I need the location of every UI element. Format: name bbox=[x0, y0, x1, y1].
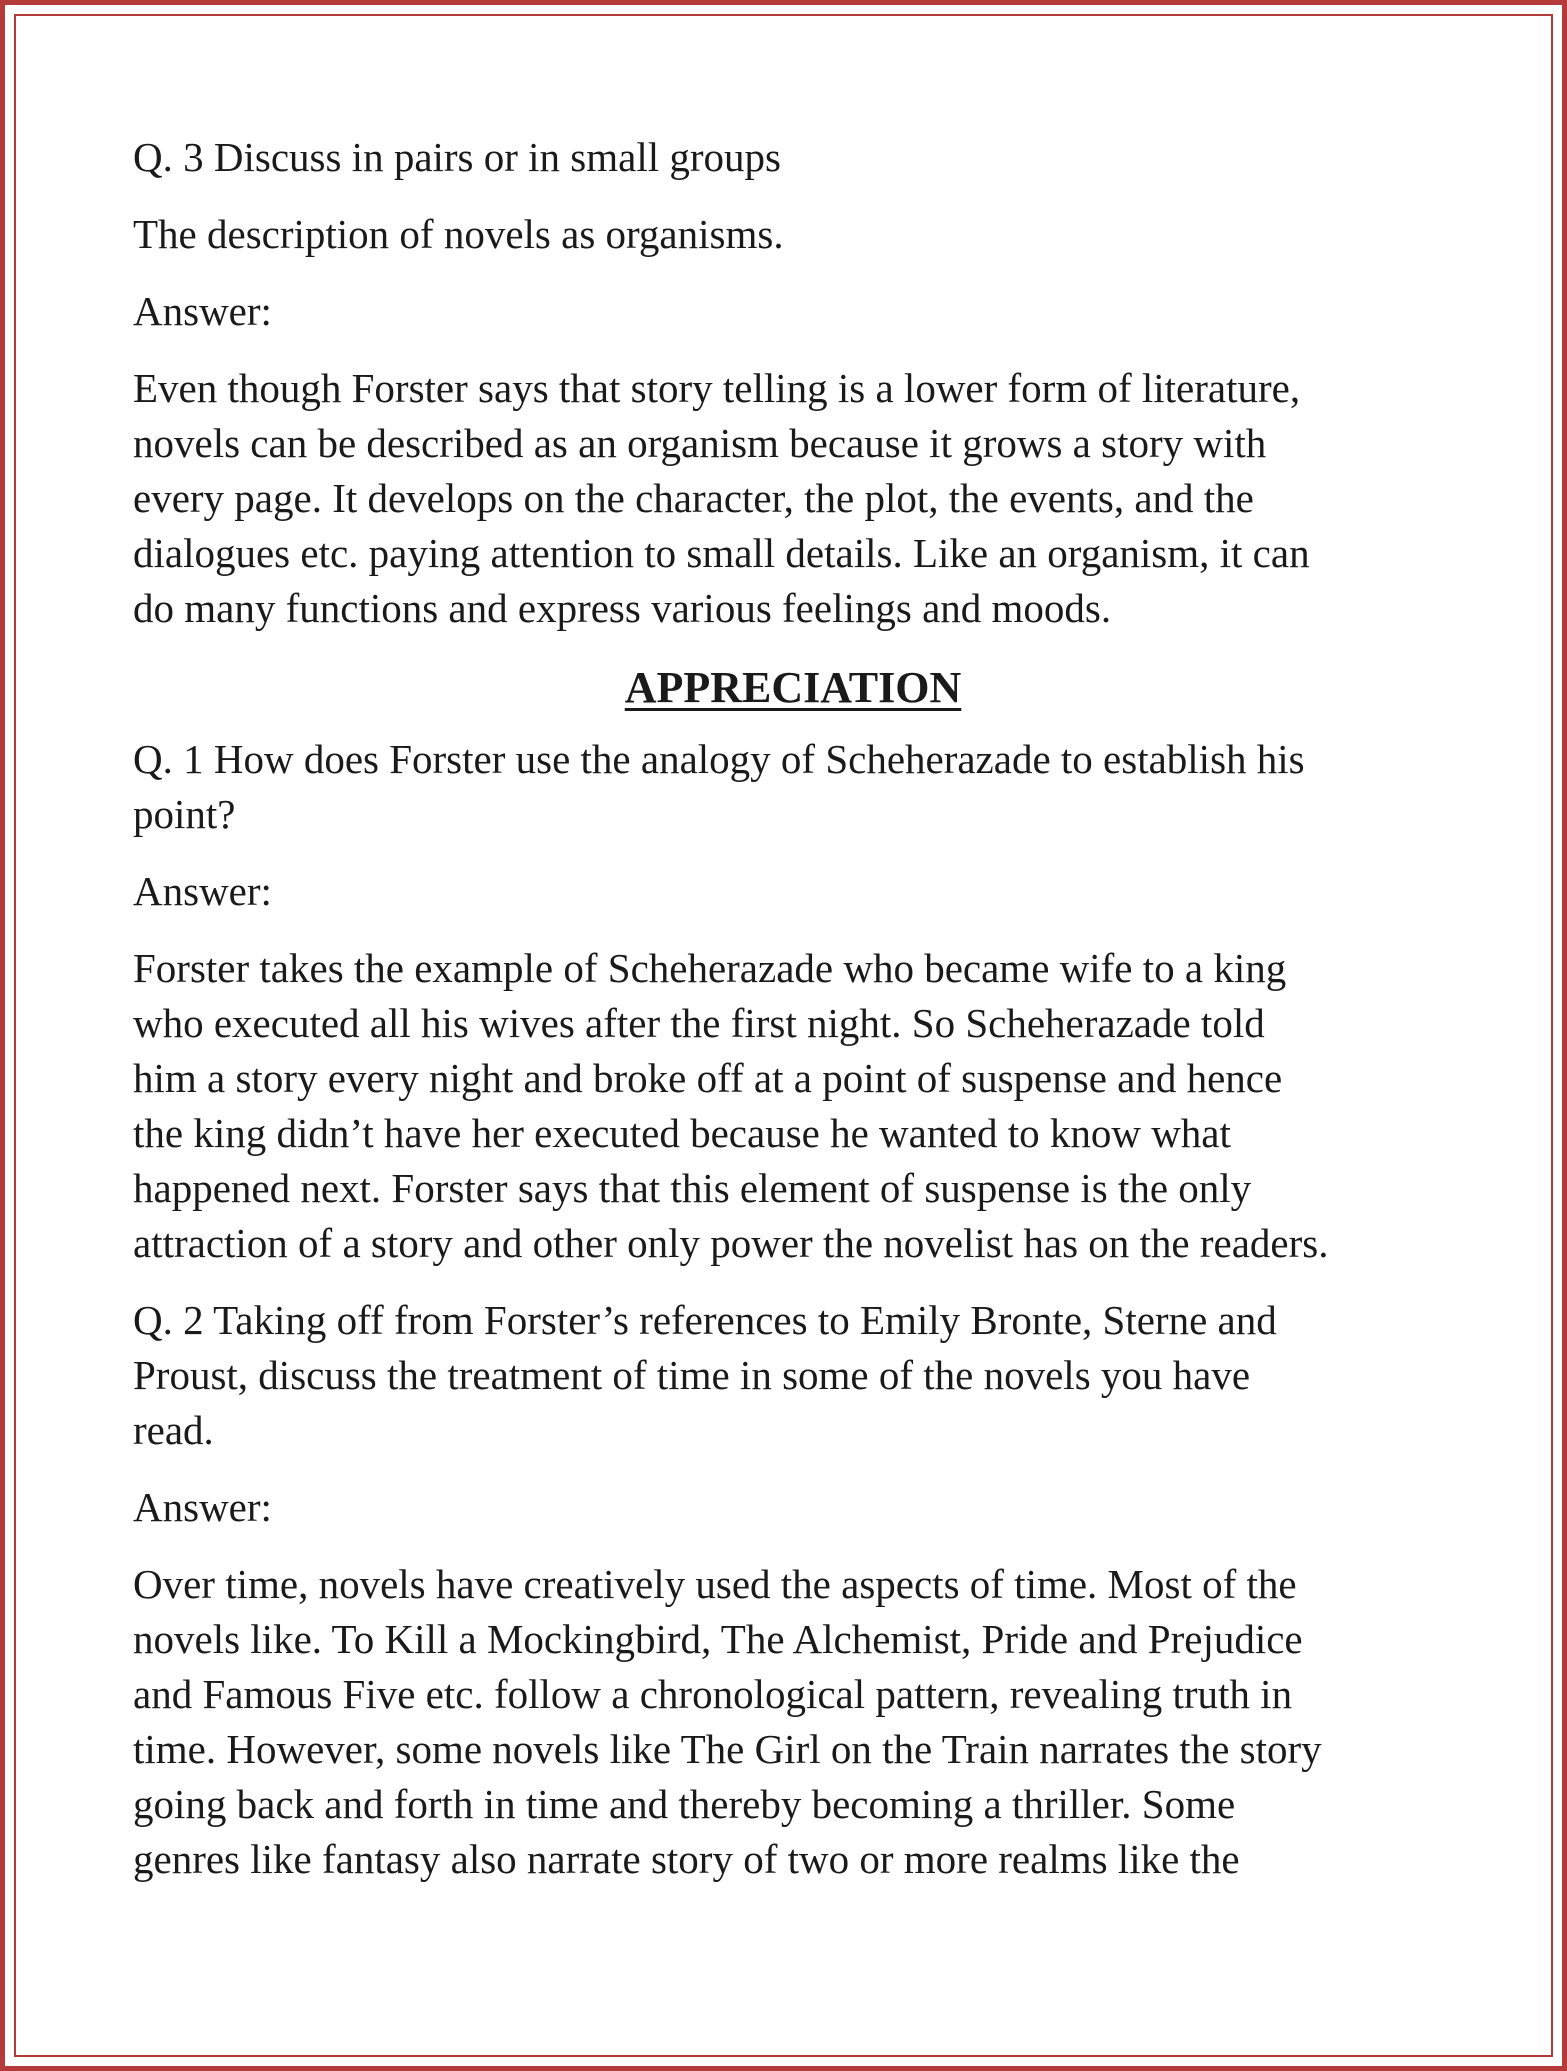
q3-answer-label: Answer: bbox=[133, 288, 272, 334]
q2-answer-line: going back and forth in time and thereby becoming a thriller. Some bbox=[133, 1781, 1236, 1827]
q2-answer-line: and Famous Five etc. follow a chronological pattern, revealing truth in bbox=[133, 1671, 1293, 1717]
q1-answer-line: happened next. Forster says that this element of suspense is the only bbox=[133, 1165, 1252, 1211]
q2-answer-line: Over time, novels have creatively used the aspects of time. Most of the bbox=[133, 1561, 1297, 1607]
q2-question-line: Q. 2 Taking off from Forster’s references to Emily Bronte, Sterne and bbox=[133, 1297, 1277, 1343]
q1-answer-paragraph bbox=[133, 941, 1453, 1271]
section-heading-appreciation: APPRECIATION bbox=[624, 663, 962, 712]
q2-answer-line: novels like. To Kill a Mockingbird, The Alchemist, Pride and Prejudice bbox=[133, 1616, 1303, 1662]
q3-question: Q. 3 Discuss in pairs or in small groups bbox=[133, 134, 781, 180]
q2-question-line: read. bbox=[133, 1407, 214, 1453]
q1-question-line: point? bbox=[133, 791, 236, 837]
q2-answer-line: genres like fantasy also narrate story of two or more realms like the bbox=[133, 1836, 1240, 1882]
q1-answer-line: Forster takes the example of Scheherazade who became wife to a king bbox=[133, 945, 1287, 991]
q2-answer-paragraph bbox=[133, 1557, 1453, 1887]
q1-answer-line: who executed all his wives after the first night. So Scheherazade told bbox=[133, 1000, 1265, 1046]
q1-answer-line: attraction of a story and other only power the novelist has on the readers. bbox=[133, 1220, 1329, 1266]
q3-answer-line: novels can be described as an organism because it grows a story with bbox=[133, 420, 1267, 466]
document-content bbox=[133, 130, 1453, 1887]
q3-answer-line: do many functions and express various feelings and moods. bbox=[133, 585, 1112, 631]
q2-answer-line: time. However, some novels like The Girl on the Train narrates the story bbox=[133, 1726, 1322, 1772]
q1-answer-label: Answer: bbox=[133, 868, 272, 914]
q1-question bbox=[133, 732, 1453, 842]
q3-prompt: The description of novels as organisms. bbox=[133, 211, 784, 257]
q1-answer-line: him a story every night and broke off at a point of suspense and hence bbox=[133, 1055, 1283, 1101]
q3-answer-paragraph bbox=[133, 361, 1453, 636]
q1-answer-line: the king didn’t have her executed because he wanted to know what bbox=[133, 1110, 1231, 1156]
q1-question-line: Q. 1 How does Forster use the analogy of Scheherazade to establish his bbox=[133, 736, 1305, 782]
q2-question-line: Proust, discuss the treatment of time in some of the novels you have bbox=[133, 1352, 1251, 1398]
q2-answer-label: Answer: bbox=[133, 1484, 272, 1530]
q3-answer-line: Even though Forster says that story telling is a lower form of literature, bbox=[133, 365, 1301, 411]
q3-answer-line: dialogues etc. paying attention to small details. Like an organism, it can bbox=[133, 530, 1310, 576]
q2-question bbox=[133, 1293, 1453, 1458]
q3-answer-line: every page. It develops on the character, the plot, the events, and the bbox=[133, 475, 1254, 521]
